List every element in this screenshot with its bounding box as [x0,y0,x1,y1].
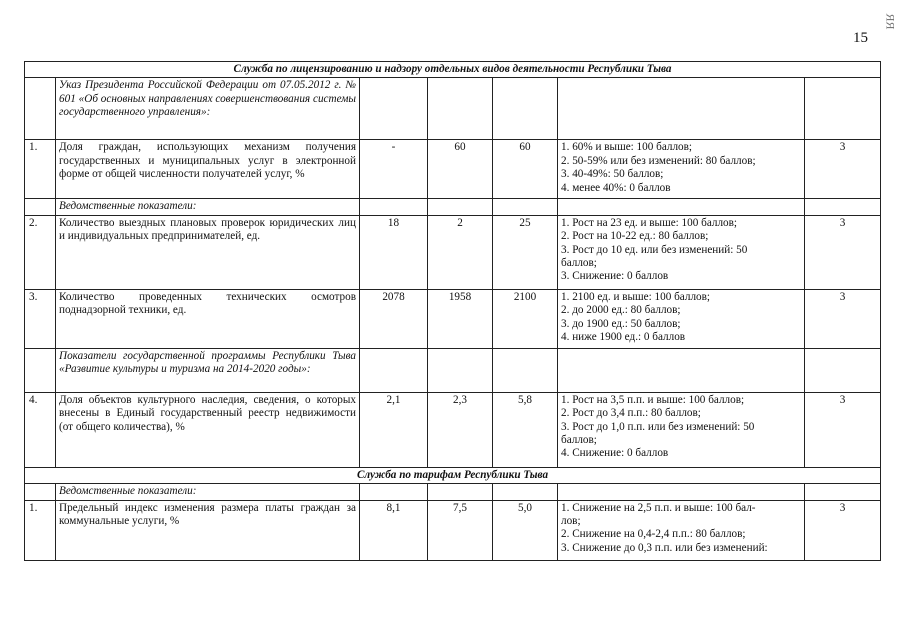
criteria-item: 3. Рост до 1,0 п.п. или без изменений: 50 [561,420,755,433]
criteria-item: 2. до 2000 ед.: 80 баллов; [561,304,681,317]
subheader-row [25,484,881,500]
weight-value: 3 [805,140,881,199]
subheader-text: Ведомственные показатели: [56,199,360,215]
criteria-list [558,500,805,560]
criteria-list [558,289,805,348]
criteria-item: 3. до 1900 ед.: 50 баллов; [561,317,681,330]
value-target: 5,0 [493,500,558,560]
empty-cell [428,199,493,215]
indicator-row [25,215,881,289]
criteria-item: баллов; [561,257,597,270]
indicator-row [25,500,881,560]
indicator-name: Количество выездных плановых проверок юридических лиц и индивидуальных предпринимателей, ед. [56,215,360,289]
value-base: 18 [360,215,428,289]
indicators-table [24,61,881,561]
empty-cell [805,348,881,392]
criteria-item: 2. 50-59% или без изменений: 80 баллов; [561,154,756,167]
empty-cell [558,484,805,500]
indicator-name: Предельный индекс изменения размера платы граждан за коммунальные услуги, % [56,500,360,560]
criteria-item: 4. Снижение: 0 баллов [561,447,669,460]
empty-cell [360,484,428,500]
value-plan: 2 [428,215,493,289]
criteria-item: 2. Снижение на 0,4-2,4 п.п.: 80 баллов; [561,528,746,541]
criteria-item: 1. Снижение на 2,5 п.п. и выше: 100 бал- [561,501,756,514]
row-number: 4. [25,392,56,467]
subheader-text: Показатели государственной программы Республики Тыва «Развитие культуры и туризма на 2014-2020 годы»: [56,348,360,392]
empty-cell [805,78,881,140]
value-base: 2078 [360,289,428,348]
subheader-row [25,199,881,215]
row-number: 1. [25,140,56,199]
section-header-row [25,62,881,78]
value-plan: 1958 [428,289,493,348]
value-plan: 60 [428,140,493,199]
criteria-item: 1. 60% и выше: 100 баллов; [561,141,693,154]
value-target: 60 [493,140,558,199]
criteria-item: лов; [561,515,581,528]
empty-cell [805,484,881,500]
criteria-item: 1. Рост на 3,5 п.п. и выше: 100 баллов; [561,393,745,406]
empty-cell [558,78,805,140]
criteria-item: 3. Снижение: 0 баллов [561,270,669,283]
criteria-item: 3. 40-49%: 50 баллов; [561,168,664,181]
section-title: Служба по тарифам Республики Тыва [25,467,881,483]
value-target: 2100 [493,289,558,348]
indicator-row [25,392,881,467]
empty-cell [493,348,558,392]
indicator-row [25,289,881,348]
value-base: 2,1 [360,392,428,467]
criteria-item: баллов; [561,434,597,447]
value-plan: 7,5 [428,500,493,560]
empty-cell [428,348,493,392]
weight-value: 3 [805,289,881,348]
value-base: 8,1 [360,500,428,560]
empty-cell [805,199,881,215]
empty-num-cell [25,348,56,392]
empty-cell [558,348,805,392]
corner-handwritten-mark: ЯЯ [883,13,898,30]
empty-cell [360,348,428,392]
value-target: 5,8 [493,392,558,467]
criteria-item: 4. менее 40%: 0 баллов [561,181,671,194]
empty-cell [493,199,558,215]
empty-num-cell [25,199,56,215]
criteria-item: 1. Рост на 23 ед. и выше: 100 баллов; [561,216,738,229]
subheader-row [25,78,881,140]
section-header-row [25,467,881,483]
empty-cell [558,199,805,215]
criteria-item: 2. Рост до 3,4 п.п.: 80 баллов; [561,407,701,420]
criteria-item: 3. Снижение до 0,3 п.п. или без изменений: [561,541,768,554]
criteria-list [558,215,805,289]
row-number: 2. [25,215,56,289]
empty-cell [428,484,493,500]
weight-value: 3 [805,215,881,289]
weight-value: 3 [805,500,881,560]
empty-cell [493,484,558,500]
empty-cell [360,199,428,215]
subheader-text: Ведомственные показатели: [56,484,360,500]
value-target: 25 [493,215,558,289]
criteria-list [558,392,805,467]
criteria-item: 3. Рост до 10 ед. или без изменений: 50 [561,243,748,256]
row-number: 3. [25,289,56,348]
row-number: 1. [25,500,56,560]
empty-cell [493,78,558,140]
indicator-name: Доля объектов культурного наследия, сведения, о которых внесены в Единый государственный реестр недвижимости (от общего количества), % [56,392,360,467]
criteria-item: 2. Рост на 10-22 ед.: 80 баллов; [561,230,709,243]
empty-num-cell [25,78,56,140]
indicator-row [25,140,881,199]
subheader-text: Указ Президента Российской Федерации от 07.05.2012 г. № 601 «Об основных направлениях совершенствования системы государственного управления»: [56,78,360,140]
criteria-item: 1. 2100 ед. и выше: 100 баллов; [561,290,711,303]
indicator-name: Доля граждан, использующих механизм получения государственных и муниципальных услуг в электронной форме от общей численности получателей услуг, % [56,140,360,199]
indicator-name: Количество проведенных технических осмотров поднадзорной техники, ед. [56,289,360,348]
table-body [25,62,881,561]
weight-value: 3 [805,392,881,467]
criteria-item: 4. ниже 1900 ед.: 0 баллов [561,331,686,344]
empty-cell [360,78,428,140]
subheader-row [25,348,881,392]
empty-num-cell [25,484,56,500]
value-base: - [360,140,428,199]
page-number: 15 [853,30,868,46]
value-plan: 2,3 [428,392,493,467]
section-title: Служба по лицензированию и надзору отдельных видов деятельности Республики Тыва [25,62,881,78]
empty-cell [428,78,493,140]
criteria-list [558,140,805,199]
